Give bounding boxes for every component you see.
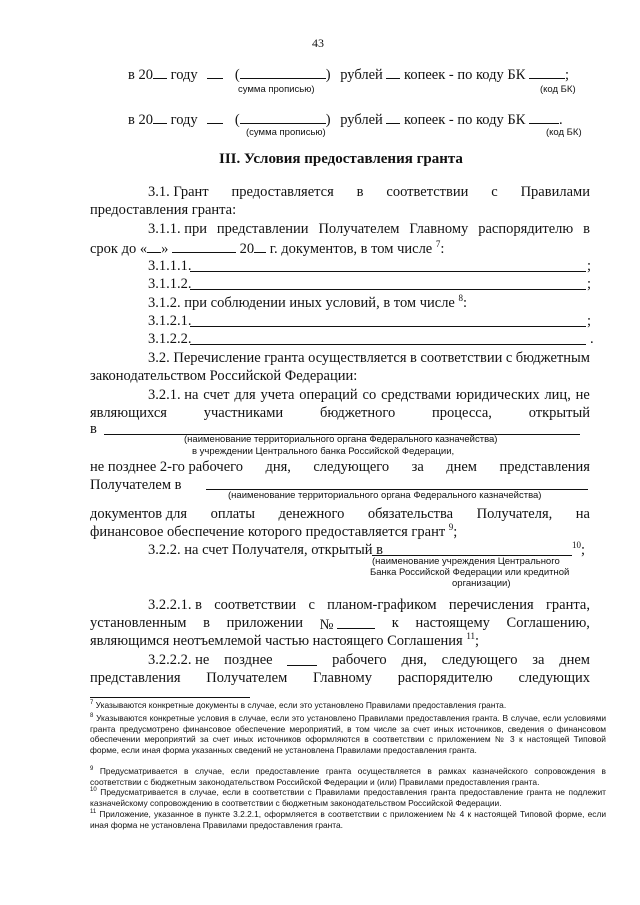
- paragraph-3-1-2: 3.1.2. при соблюдении иных условий, в том числе $^8$:: [148, 293, 468, 311]
- hint-treasury-2: (наименование территориального органа Федерального казначейства): [228, 490, 542, 501]
- footnote-9: $^9$ Предусматривается в случае, если предоставление гранта осуществляется в рамках казначейского сопровождения в соответствии с бюджетным законодательством Российской Федерации и (или) Правилами предоставления гранта.: [90, 766, 607, 787]
- item-3-1-1-1: 3.1.1.1.: [148, 258, 192, 274]
- paragraph-3-1-1: 3.1.1. при представлении Получателем Главному распорядителю в: [148, 221, 590, 237]
- paragraph-3-1: 3.1. Грант предоставляется в соответствии с Правилами: [148, 184, 590, 200]
- paragraph-3-2-1-c: документов для оплаты денежного обязательства Получателя, на: [90, 506, 590, 522]
- paragraph-3-2-1: 3.2.1. на счет для учета операций со средствами юридических лиц, не: [148, 387, 590, 403]
- sum-hint-1: сумма прописью): [238, 84, 315, 95]
- hint-bank-2: Банка Российской Федерации или кредитной: [370, 567, 570, 578]
- section-title: III. Условия предоставления гранта: [219, 151, 463, 167]
- code-hint-1: (код БК): [540, 84, 576, 95]
- footnote-separator: [90, 697, 250, 698]
- page-number: 43: [312, 36, 324, 50]
- item-3-1-1-2: 3.1.1.2.: [148, 276, 192, 292]
- paragraph-3-2: 3.2. Перечисление гранта осуществляется в соответствии с бюджетным: [148, 350, 590, 366]
- document-page: 43 в 20 году ( ) рублей копеек - по коду БК ; сумма прописью) (код БК) в 20 году ( ) рублей копеек - по коду БК . (сумма прописью) (код БК) III. Условия предоставления гранта 3.1. Грант предоставляется в соответствии с Правилами предоставления гранта: 3.1.1. при представлении Получателем Главному распорядителю в срок до « » 20 г. документов, в том числе $^7$: 3.1.1.1. ; 3.1.1.2. ; 3.1.2. при соблюдении иных условий, в том числе $^8$: 3.1.2.1. ; 3.1.2.2. . 3.2. Перечисление гранта осуществляется в соответствии с бюджетным законодательством Российской Федерации: 3.2.1. на счет для учета операций со средствами юридических лиц, не являющихся участниками бюджетного процесса, открытый в (наименование территориального органа Федерального казначейства) в учреждении Центрального банка Российской Федерации, не позднее 2-го рабочего дня, следующего за днем представления Получателем в (наименование территориального органа Федерального казначейства) документов для оплаты денежного обязательства Получателя, на финансовое обеспечение которого предоставляется грант $^9$; 3.2.2. на счет Получателя, открытый в $^{10}$; (наименование учреждения Центрального Банка Российской Федерации или кредитной организации) 3.2.2.1. в соответствии с планом-графиком перечисления гранта, установленным в приложении № к настоящему Соглашению, являющимся неотъемлемой частью настоящего Соглашения $^{11}$; 3.2.2.2. не позднее рабочего дня, следующего за днем представления Получателем Главному распорядителю следующих $^7$ Указываются конкретные документы в случае, если это установлено Правилами предоставления гранта. $^8$ Указываются конкретные условия в случае, если это установлено Правилами предоставления гранта. В случае, если условиями гранта предусмотрено финансовое обеспечение мероприятий, в том числе за счет иных источников, сведения о финансовом обеспечении мероприятий за счет иных источников оформляются в соответствии с приложением № 3 к настоящей Типовой форме, если иная форма указанных сведений не установлена Правилами предоставления гранта. $^9$ Предусматривается в случае, если предоставление гранта осуществляется в рамках казначейского сопровождения в соответствии с бюджетным законодательством Российской Федерации и (или) Правилами предоставления гранта. $^{10}$ Предусматривается в случае, если в соответствии с Правилами предоставления гранта предоставление гранта не подлежит казначейскому сопровождению в соответствии с бюджетным законодательством Российской Федерации. $^{11}$ Приложение, указанное в пункте 3.2.2.1, оформляется в соответствии с приложением № 4 к настоящей Типовой форме, если иная форма не установлена Правилами предоставления гранта.: [90, 36, 607, 830]
- paragraph-3-2-2-2: 3.2.2.2. не позднее рабочего дня, следующего за днем: [148, 652, 590, 668]
- paragraph-3-2-2-1-l2: установленным в приложении № к настоящему Соглашению,: [90, 615, 590, 633]
- paragraph-3-2-1-c-cont: финансовое обеспечение которого предоставляется грант $^9$;: [90, 522, 458, 540]
- hint-central-bank: в учреждении Центрального банка Российской Федерации,: [192, 446, 455, 457]
- hint-treasury: (наименование территориального органа Федерального казначейства): [184, 434, 498, 445]
- paragraph-3-2-2-2-l2: представления Получателем Главному распорядителю следующих: [90, 670, 590, 686]
- paragraph-3-1-cont: предоставления гранта:: [90, 202, 237, 218]
- paragraph-3-2-1-b: не позднее 2-го рабочего дня, следующего за днем представления: [90, 459, 590, 475]
- paragraph-3-2-cont: законодательством Российской Федерации:: [90, 368, 358, 384]
- amount-line-2: в 20 году ( ) рублей копеек - по коду БК .: [128, 109, 563, 129]
- paragraph-3-2-1-l2: являющихся участниками бюджетного процесса, открытый: [90, 405, 590, 421]
- hint-bank-3: организации): [452, 578, 511, 589]
- paragraph-3-1-1-cont: срок до « » 20 г. документов, в том числе $^7$:: [90, 239, 445, 257]
- code-hint-2: (код БК): [546, 127, 582, 138]
- footnote-10: $^{10}$ Предусматривается в случае, если в соответствии с Правилами предоставления гранта предоставление гранта не подлежит казначейскому сопровождению в соответствии с бюджетным законодательством Российской Федерации.: [90, 787, 606, 808]
- hint-bank-1: (наименование учреждения Центрального: [372, 556, 560, 567]
- paragraph-3-2-2: 3.2.2. на счет Получателя, открытый в: [148, 542, 383, 558]
- item-3-1-2-2: 3.1.2.2.: [148, 331, 192, 347]
- sum-hint-2: (сумма прописью): [246, 127, 326, 138]
- footnote-11: $^{11}$ Приложение, указанное в пункте 3.2.2.1, оформляется в соответствии с приложением № 4 к настоящей Типовой форме, если иная форма не установлена Правилами предоставления гранта.: [90, 809, 607, 830]
- footnote-8: $^8$ Указываются конкретные условия в случае, если это установлено Правилами предоставления гранта. В случае, если условиями гранта предусмотрено финансовое обеспечение мероприятий, в том числе за счет иных источников, сведения о финансовом обеспечении мероприятий за счет иных источников оформляются в соответствии с приложением № 3 к настоящей Типовой форме, если иная форма указанных сведений не установлена Правилами предоставления гранта.: [90, 713, 607, 755]
- item-3-1-2-1: 3.1.2.1.: [148, 313, 192, 329]
- paragraph-3-2-2-1: 3.2.2.1. в соответствии с планом-графиком перечисления гранта,: [148, 597, 590, 613]
- amount-line-1: в 20 году ( ) рублей копеек - по коду БК ;: [128, 64, 569, 84]
- footnote-7: $^7$ Указываются конкретные документы в случае, если это установлено Правилами предоставления гранта.: [90, 700, 507, 710]
- paragraph-3-2-2-1-l3: являющимся неотъемлемой частью настоящего Соглашения $^{11}$;: [90, 631, 480, 649]
